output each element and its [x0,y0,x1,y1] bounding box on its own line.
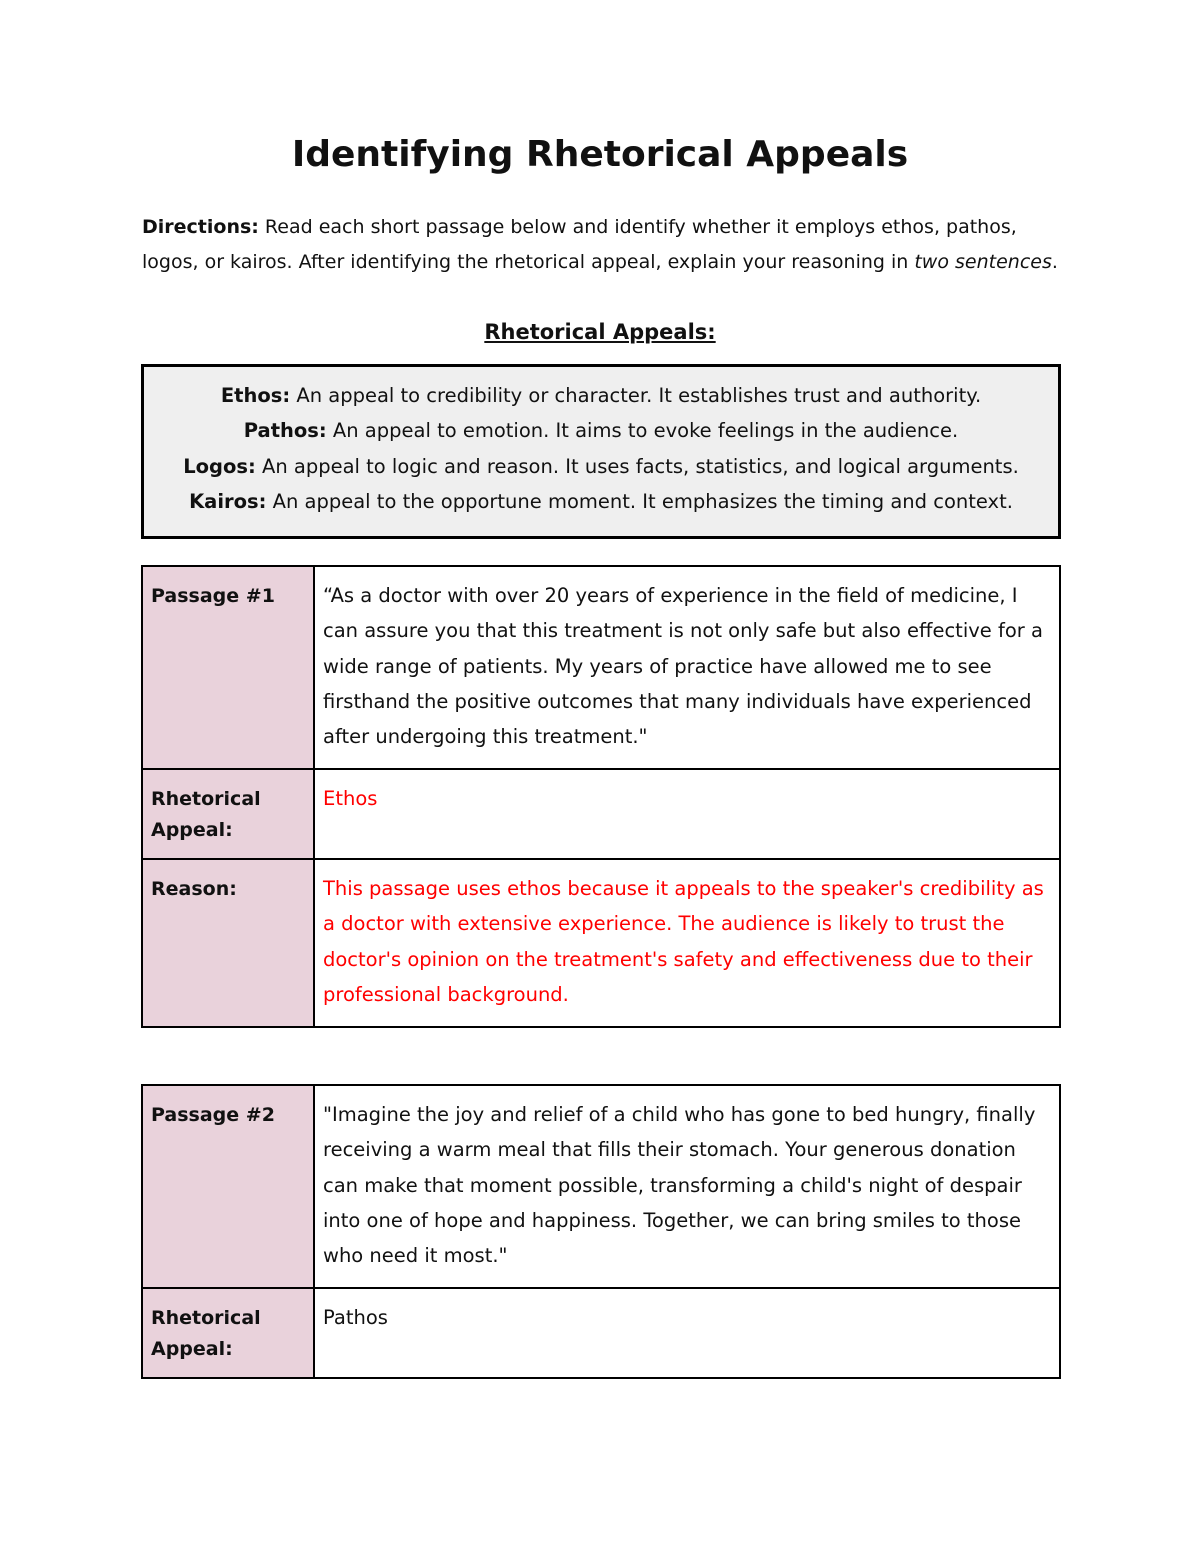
directions [142,210,1062,280]
directions-text: Read each short passage below and identify whether it employs ethos, pathos, logos, or kairos. After identifying the rhetorical appeal, explain your reasoning in [142,216,1017,273]
passage-1-reason-label: Reason: [142,859,314,1027]
definition-text: An appeal to logic and reason. It uses facts, statistics, and logical arguments. [255,454,1019,478]
passage-1-reason-answer[interactable]: This passage uses ethos because it appeals to the speaker's credibility as a doctor with extensive experience. The audience is likely to trust the doctor's opinion on the treatment's safety and effectiveness due to their professional background. [314,859,1060,1027]
passage-1-appeal-label: Rhetorical Appeal: [142,769,314,859]
definitions-box [141,364,1061,539]
table-row [142,1288,1060,1378]
passage-2-text: "Imagine the joy and relief of a child who has gone to bed hungry, finally receiving a warm meal that fills their stomach. Your generous donation can make that moment possible, transforming a child's night of despair into one of hope and happiness. Together, we can bring smiles to those who need it most." [314,1085,1060,1288]
table-row [142,859,1060,1027]
section-heading: Rhetorical Appeals: [484,320,716,344]
definition-logos [144,449,1058,484]
passage-1-text: “As a doctor with over 20 years of experience in the field of medicine, I can assure you that this treatment is not only safe but also effective for a wide range of patients. My years of practice have allowed me to see firsthand the positive outcomes that many individuals have experienced after undergoing this treatment." [314,566,1060,769]
definition-text: An appeal to the opportune moment. It emphasizes the timing and context. [266,489,1013,513]
passage-2-appeal-label: Rhetorical Appeal: [142,1288,314,1378]
definition-text: An appeal to emotion. It aims to evoke feelings in the audience. [326,419,959,443]
passage-1-table [141,565,1061,1028]
directions-end: . [1051,251,1058,273]
definition-pathos [144,413,1058,448]
passage-1-appeal-answer[interactable]: Ethos [314,769,1060,859]
directions-emphasis: two sentences [914,251,1052,273]
passage-2-appeal-answer[interactable]: Pathos [314,1288,1060,1378]
directions-label: Directions: [142,216,259,238]
table-row [142,566,1060,769]
definition-text: An appeal to credibility or character. It establishes trust and authority. [290,384,982,407]
passage-2-table [141,1084,1061,1379]
definition-term: Ethos: [220,384,291,407]
definition-ethos [144,378,1058,413]
passage-1-label: Passage #1 [142,566,314,769]
passage-2-label: Passage #2 [142,1085,314,1288]
definition-term: Pathos: [243,419,327,443]
definition-term: Kairos: [189,489,267,513]
definition-kairos [144,484,1058,519]
table-row [142,769,1060,859]
definition-term: Logos: [183,454,256,478]
table-row [142,1085,1060,1288]
page-title: Identifying Rhetorical Appeals [291,134,909,175]
